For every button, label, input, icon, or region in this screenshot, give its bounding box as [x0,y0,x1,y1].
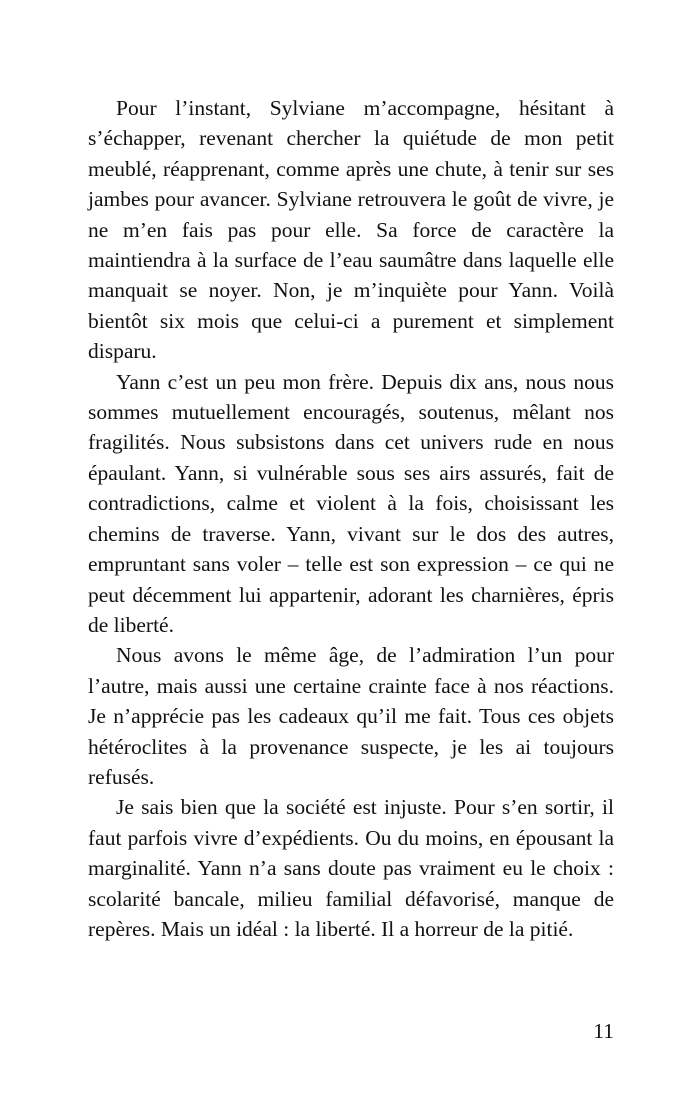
paragraph-1: Pour l’instant, Sylviane m’accompagne, hésitant à s’échapper, revenant chercher la quiétude de mon petit meublé, réapprenant, comme après une chute, à tenir sur ses jambes pour avancer. Sylviane retrouvera le goût de vivre, je ne m’en fais pas pour elle. Sa force de caractère la maintiendra à la surface de l’eau saumâtre dans laquelle elle manquait se noyer. Non, je m’inquiète pour Yann. Voilà bientôt six mois que celui-ci a purement et simplement disparu. [88,96,614,364]
page-number: 11 [593,1019,614,1043]
paragraph-3: Nous avons le même âge, de l’admiration l’un pour l’autre, mais aussi une certaine crainte face à nos réactions. Je n’apprécie pas les cadeaux qu’il me fait. Tous ces objets hétéroclites à la provenance suspecte, je les ai toujours refusés. [88,643,614,789]
paragraph-4: Je sais bien que la société est injuste. Pour s’en sortir, il faut parfois vivre d’expédients. Ou du moins, en épousant la marginalité. Yann n’a sans doute pas vraiment eu le choix : scolarité bancale, milieu familial défavorisé, manque de repères. Mais un idéal : la liberté. Il a horreur de la pitié. [88,795,614,941]
body-text [88,93,614,944]
paragraph-2: Yann c’est un peu mon frère. Depuis dix ans, nous nous sommes mutuellement encouragés, soutenus, mêlant nos fragilités. Nous subsistons dans cet univers rude en nous épaulant. Yann, si vulnérable sous ses airs assurés, fait de contradictions, calme et violent à la fois, choisissant les chemins de traverse. Yann, vivant sur le dos des autres, empruntant sans voler – telle est son expression – ce qui ne peut décemment lui appartenir, adorant les charnières, épris de liberté. [88,369,614,637]
